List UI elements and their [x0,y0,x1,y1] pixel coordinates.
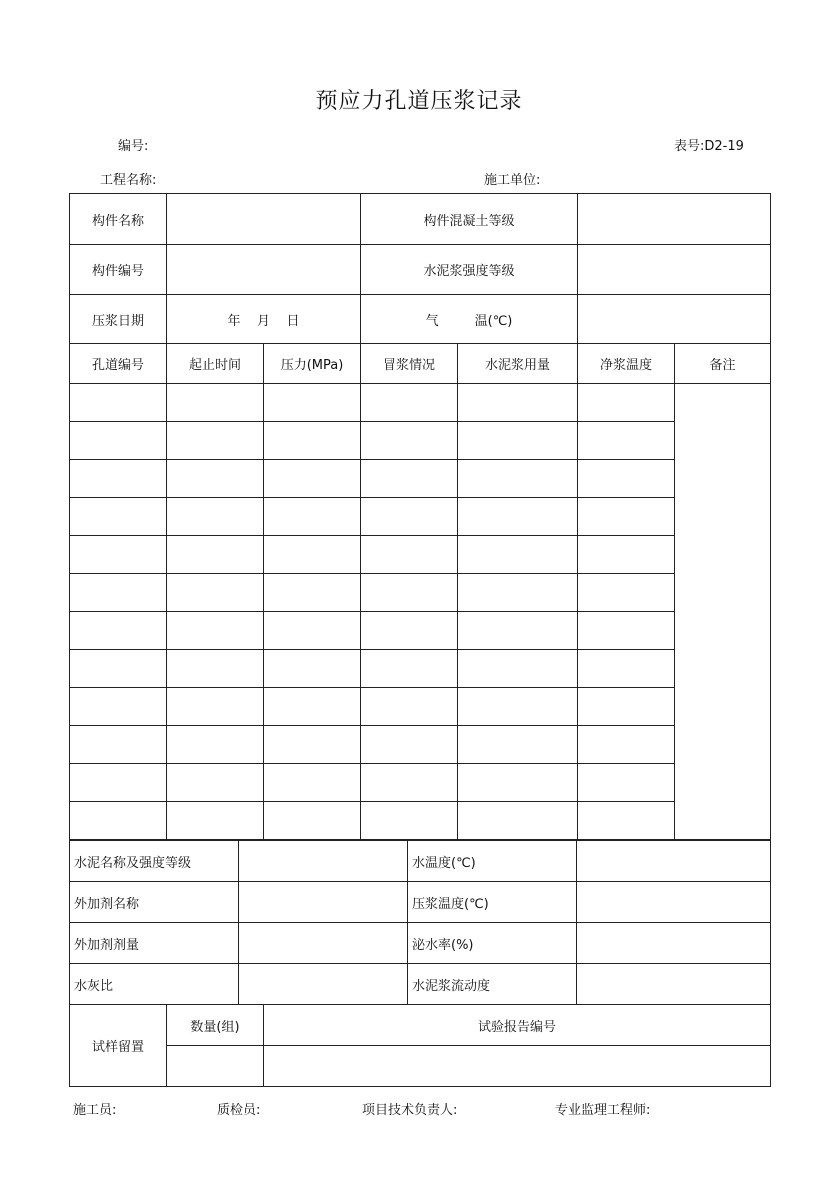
cell[interactable] [458,384,578,422]
concrete-grade-field[interactable] [578,194,771,245]
cell[interactable] [70,612,167,650]
fluidity-field[interactable] [577,964,771,1005]
sample-qty-label: 数量(组) [167,1005,264,1046]
cell[interactable] [578,536,675,574]
cell[interactable] [167,498,264,536]
cell[interactable] [264,764,361,802]
cell[interactable] [361,650,458,688]
cell[interactable] [264,460,361,498]
air-temp-field[interactable] [578,295,771,344]
cell[interactable] [70,802,167,840]
table-row [70,384,771,422]
date-day: 日 [286,313,300,329]
cell[interactable] [578,422,675,460]
cell[interactable] [70,764,167,802]
col-paste-temp: 净浆温度 [578,344,675,384]
col-time: 起止时间 [167,344,264,384]
supervisor-signature-label: 专业监理工程师: [555,1103,651,1118]
cement-name-label: 水泥名称及强度等级 [70,841,239,882]
table-row [70,688,771,726]
cell[interactable] [458,688,578,726]
constructor-signature-label: 施工员: [73,1103,117,1118]
grout-date-label: 压浆日期 [70,295,167,344]
cell[interactable] [167,536,264,574]
cell[interactable] [458,574,578,612]
cell[interactable] [264,498,361,536]
cell[interactable] [167,384,264,422]
cell[interactable] [70,726,167,764]
cell[interactable] [578,802,675,840]
admixture-name-field[interactable] [239,882,408,923]
cell[interactable] [458,460,578,498]
project-name-label: 工程名称: [100,173,157,188]
cell[interactable] [167,650,264,688]
cell[interactable] [458,422,578,460]
table-row [70,764,771,802]
grout-grade-label: 水泥浆强度等级 [361,245,578,295]
cell[interactable] [361,726,458,764]
cell[interactable] [578,498,675,536]
cell[interactable] [578,688,675,726]
admixture-amount-label: 外加剂剂量 [70,923,239,964]
cell[interactable] [70,422,167,460]
cell[interactable] [578,764,675,802]
admixture-name-label: 外加剂名称 [70,882,239,923]
grout-temp-label: 压浆温度(℃) [408,882,577,923]
cell[interactable] [167,726,264,764]
cell[interactable] [458,650,578,688]
date-year: 年 [227,313,241,329]
cell[interactable] [264,650,361,688]
cell[interactable] [458,536,578,574]
table-row [70,498,771,536]
grout-date-field[interactable] [167,295,361,344]
cell[interactable] [167,764,264,802]
table-row [70,536,771,574]
cell[interactable] [70,384,167,422]
cell[interactable] [578,726,675,764]
remarks-field[interactable] [675,384,771,840]
cell[interactable] [70,460,167,498]
cell[interactable] [361,802,458,840]
sample-table [69,1004,771,1087]
cell[interactable] [458,498,578,536]
cell[interactable] [578,460,675,498]
table-row [70,650,771,688]
air-temp-label-b: 温(℃) [474,313,513,329]
col-hole-no: 孔道编号 [70,344,167,384]
construction-unit-label: 施工单位: [484,173,541,188]
date-month: 月 [256,313,270,329]
table-row [70,422,771,460]
component-no-label: 构件编号 [70,245,167,295]
materials-table [69,840,771,1005]
col-overflow: 冒浆情况 [361,344,458,384]
sample-label: 试样留置 [70,1005,167,1087]
cell[interactable] [578,612,675,650]
tech-lead-signature-label: 项目技术负责人: [362,1103,458,1118]
cell[interactable] [70,688,167,726]
report-no-field[interactable] [264,1046,771,1087]
cell[interactable] [167,460,264,498]
bleed-rate-field[interactable] [577,923,771,964]
cell[interactable] [361,498,458,536]
bleed-rate-label: 泌水率(%) [408,923,577,964]
cell[interactable] [361,764,458,802]
air-temp-label [361,295,578,344]
cell[interactable] [70,536,167,574]
cell[interactable] [264,802,361,840]
cell[interactable] [264,384,361,422]
cell[interactable] [264,688,361,726]
page-title: 预应力孔道压浆记录 [315,89,523,114]
cell[interactable] [361,536,458,574]
cement-name-field[interactable] [239,841,408,882]
inspector-signature-label: 质检员: [217,1103,261,1118]
cell[interactable] [70,650,167,688]
component-name-field[interactable] [167,194,361,245]
table-row [70,460,771,498]
table-row [70,574,771,612]
water-temp-field[interactable] [577,841,771,882]
cell[interactable] [361,384,458,422]
cell[interactable] [458,726,578,764]
fluidity-label: 水泥浆流动度 [408,964,577,1005]
cell[interactable] [264,574,361,612]
cell[interactable] [361,422,458,460]
grout-grade-field[interactable] [578,245,771,295]
grout-temp-field[interactable] [577,882,771,923]
concrete-grade-label: 构件混凝土等级 [361,194,578,245]
sample-qty-field[interactable] [167,1046,264,1087]
cell[interactable] [361,688,458,726]
cell[interactable] [264,726,361,764]
cell[interactable] [578,384,675,422]
form-number: 表号:D2-19 [674,139,744,154]
water-temp-label: 水温度(℃) [408,841,577,882]
component-name-label: 构件名称 [70,194,167,245]
cell[interactable] [70,498,167,536]
serial-label: 编号: [118,139,149,154]
cell[interactable] [458,612,578,650]
cell[interactable] [578,650,675,688]
cell[interactable] [167,422,264,460]
cell[interactable] [264,422,361,460]
cell[interactable] [458,764,578,802]
cell[interactable] [167,574,264,612]
air-temp-label-a: 气 [425,313,439,329]
cell[interactable] [361,574,458,612]
grouting-record-table [69,193,771,840]
table-row [70,726,771,764]
col-grout-amount: 水泥浆用量 [458,344,578,384]
component-no-field[interactable] [167,245,361,295]
admixture-amount-field[interactable] [239,923,408,964]
cell[interactable] [578,574,675,612]
cell[interactable] [167,688,264,726]
col-pressure: 压力(MPa) [264,344,361,384]
table-row [70,612,771,650]
column-header-row [70,344,771,384]
cell[interactable] [167,802,264,840]
wc-ratio-label: 水灰比 [70,964,239,1005]
cell[interactable] [361,460,458,498]
cell[interactable] [264,536,361,574]
cell[interactable] [458,802,578,840]
wc-ratio-field[interactable] [239,964,408,1005]
cell[interactable] [361,612,458,650]
cell[interactable] [264,612,361,650]
col-remarks: 备注 [675,344,771,384]
cell[interactable] [70,574,167,612]
table-row [70,802,771,840]
cell[interactable] [167,612,264,650]
report-no-label: 试验报告编号 [264,1005,771,1046]
